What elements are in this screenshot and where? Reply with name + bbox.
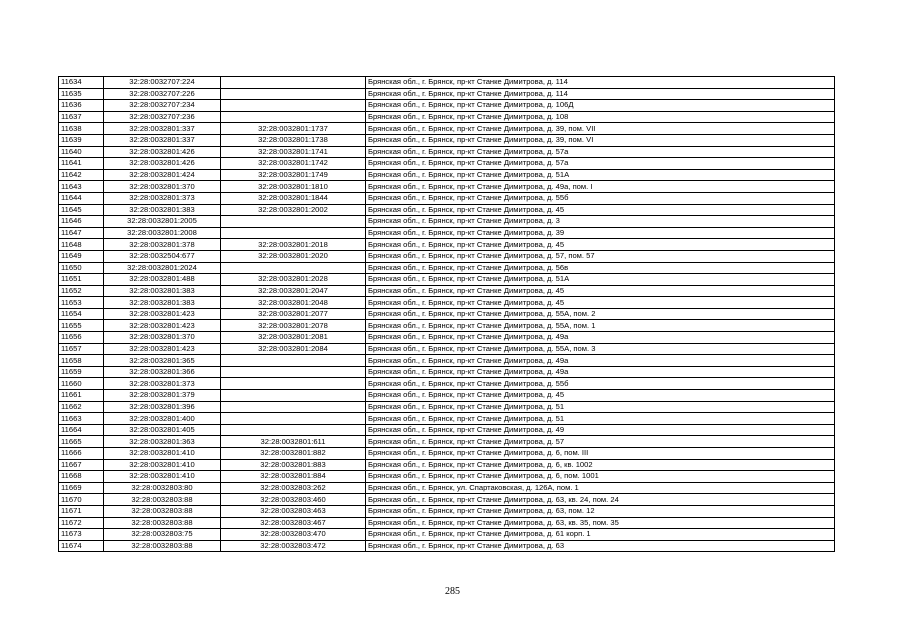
address-cell: Брянская обл., г. Брянск, пр-кт Станке Димитрова, д. 49: [366, 424, 835, 436]
land-plot-cadastral-cell: 32:28:0032801:2008: [104, 227, 221, 239]
address-cell: Брянская обл., г. Брянск, пр-кт Станке Димитрова, д. 3: [366, 216, 835, 228]
table-row: [59, 505, 835, 517]
object-cadastral-cell: 32:28:0032801:2028: [221, 274, 366, 286]
row-number-cell: 11664: [59, 424, 104, 436]
row-number-cell: 11665: [59, 436, 104, 448]
address-cell: Брянская обл., г. Брянск, пр-кт Станке Димитрова, д. 114: [366, 77, 835, 89]
object-cadastral-cell: 32:28:0032803:463: [221, 505, 366, 517]
table-row: [59, 297, 835, 309]
row-number-cell: 11653: [59, 297, 104, 309]
table-row: [59, 517, 835, 529]
address-cell: Брянская обл., г. Брянск, пр-кт Станке Димитрова, д. 55б: [366, 192, 835, 204]
address-cell: Брянская обл., г. Брянск, пр-кт Станке Димитрова, д. 45: [366, 297, 835, 309]
table-row: [59, 262, 835, 274]
address-cell: Брянская обл., г. Брянск, пр-кт Станке Димитрова, д. 51А: [366, 169, 835, 181]
table-row: [59, 343, 835, 355]
address-cell: Брянская обл., г. Брянск, пр-кт Станке Димитрова, д. 63, пом. 12: [366, 505, 835, 517]
object-cadastral-cell: 32:28:0032801:883: [221, 459, 366, 471]
row-number-cell: 11655: [59, 320, 104, 332]
object-cadastral-cell: [221, 216, 366, 228]
row-number-cell: 11652: [59, 285, 104, 297]
object-cadastral-cell: [221, 424, 366, 436]
object-cadastral-cell: 32:28:0032803:460: [221, 494, 366, 506]
row-number-cell: 11635: [59, 88, 104, 100]
address-cell: Брянская обл., г. Брянск, пр-кт Станке Димитрова, д. 45: [366, 390, 835, 402]
row-number-cell: 11658: [59, 355, 104, 367]
table-row: [59, 366, 835, 378]
row-number-cell: 11640: [59, 146, 104, 158]
land-plot-cadastral-cell: 32:28:0032801:410: [104, 471, 221, 483]
row-number-cell: 11670: [59, 494, 104, 506]
row-number-cell: 11641: [59, 158, 104, 170]
address-cell: Брянская обл., г. Брянск, пр-кт Станке Димитрова, д. 106Д: [366, 100, 835, 112]
address-cell: Брянская обл., г. Брянск, пр-кт Станке Димитрова, д. 63: [366, 540, 835, 552]
row-number-cell: 11672: [59, 517, 104, 529]
table-row: [59, 459, 835, 471]
table-row: [59, 448, 835, 460]
object-cadastral-cell: [221, 227, 366, 239]
address-cell: Брянская обл., г. Брянск, пр-кт Станке Димитрова, д. 49а, пом. I: [366, 181, 835, 193]
address-cell: Брянская обл., г. Брянск, пр-кт Станке Димитрова, д. 63, кв. 35, пом. 35: [366, 517, 835, 529]
row-number-cell: 11663: [59, 413, 104, 425]
table-row: [59, 471, 835, 483]
address-cell: Брянская обл., г. Брянск, пр-кт Станке Димитрова, д. 51А: [366, 274, 835, 286]
table-row: [59, 204, 835, 216]
table-row: [59, 320, 835, 332]
row-number-cell: 11648: [59, 239, 104, 251]
row-number-cell: 11657: [59, 343, 104, 355]
row-number-cell: 11647: [59, 227, 104, 239]
land-plot-cadastral-cell: 32:28:0032801:423: [104, 320, 221, 332]
land-plot-cadastral-cell: 32:28:0032504:677: [104, 250, 221, 262]
row-number-cell: 11639: [59, 134, 104, 146]
row-number-cell: 11671: [59, 505, 104, 517]
object-cadastral-cell: [221, 100, 366, 112]
address-cell: Брянская обл., г. Брянск, пр-кт Станке Димитрова, д. 61 корп. 1: [366, 529, 835, 541]
address-cell: Брянская обл., г. Брянск, пр-кт Станке Димитрова, д. 39, пом. VI: [366, 134, 835, 146]
table-row: [59, 274, 835, 286]
object-cadastral-cell: [221, 390, 366, 402]
object-cadastral-cell: 32:28:0032801:884: [221, 471, 366, 483]
object-cadastral-cell: [221, 366, 366, 378]
address-cell: Брянская обл., г. Брянск, пр-кт Станке Димитрова, д. 55А, пом. 1: [366, 320, 835, 332]
table-row: [59, 192, 835, 204]
table-row: [59, 239, 835, 251]
address-cell: Брянская обл., г. Брянск, пр-кт Станке Димитрова, д. 49а: [366, 355, 835, 367]
land-plot-cadastral-cell: 32:28:0032801:410: [104, 448, 221, 460]
row-number-cell: 11637: [59, 111, 104, 123]
object-cadastral-cell: 32:28:0032801:2018: [221, 239, 366, 251]
land-plot-cadastral-cell: 32:28:0032801:383: [104, 297, 221, 309]
row-number-cell: 11636: [59, 100, 104, 112]
object-cadastral-cell: 32:28:0032801:1742: [221, 158, 366, 170]
object-cadastral-cell: 32:28:0032801:2047: [221, 285, 366, 297]
land-plot-cadastral-cell: 32:28:0032801:423: [104, 343, 221, 355]
registry-table-body: [59, 77, 835, 552]
address-cell: Брянская обл., г. Брянск, пр-кт Станке Димитрова, д. 49а: [366, 332, 835, 344]
land-plot-cadastral-cell: 32:28:0032801:2024: [104, 262, 221, 274]
land-plot-cadastral-cell: 32:28:0032801:365: [104, 355, 221, 367]
table-row: [59, 308, 835, 320]
land-plot-cadastral-cell: 32:28:0032801:396: [104, 401, 221, 413]
land-plot-cadastral-cell: 32:28:0032707:236: [104, 111, 221, 123]
row-number-cell: 11666: [59, 448, 104, 460]
object-cadastral-cell: [221, 355, 366, 367]
land-plot-cadastral-cell: 32:28:0032801:373: [104, 378, 221, 390]
table-row: [59, 158, 835, 170]
row-number-cell: 11661: [59, 390, 104, 402]
object-cadastral-cell: 32:28:0032801:1810: [221, 181, 366, 193]
row-number-cell: 11649: [59, 250, 104, 262]
object-cadastral-cell: 32:28:0032801:1749: [221, 169, 366, 181]
row-number-cell: 11642: [59, 169, 104, 181]
object-cadastral-cell: 32:28:0032801:2084: [221, 343, 366, 355]
row-number-cell: 11654: [59, 308, 104, 320]
land-plot-cadastral-cell: 32:28:0032707:226: [104, 88, 221, 100]
row-number-cell: 11662: [59, 401, 104, 413]
table-row: [59, 436, 835, 448]
land-plot-cadastral-cell: 32:28:0032801:423: [104, 308, 221, 320]
object-cadastral-cell: 32:28:0032801:611: [221, 436, 366, 448]
row-number-cell: 11646: [59, 216, 104, 228]
land-plot-cadastral-cell: 32:28:0032801:426: [104, 158, 221, 170]
row-number-cell: 11638: [59, 123, 104, 135]
land-plot-cadastral-cell: 32:28:0032803:88: [104, 517, 221, 529]
land-plot-cadastral-cell: 32:28:0032801:379: [104, 390, 221, 402]
address-cell: Брянская обл., г. Брянск, пр-кт Станке Димитрова, д. 51: [366, 413, 835, 425]
land-plot-cadastral-cell: 32:28:0032801:370: [104, 332, 221, 344]
row-number-cell: 11659: [59, 366, 104, 378]
land-plot-cadastral-cell: 32:28:0032803:80: [104, 482, 221, 494]
table-row: [59, 540, 835, 552]
row-number-cell: 11656: [59, 332, 104, 344]
object-cadastral-cell: 32:28:0032801:2002: [221, 204, 366, 216]
object-cadastral-cell: 32:28:0032803:467: [221, 517, 366, 529]
land-plot-cadastral-cell: 32:28:0032803:88: [104, 494, 221, 506]
row-number-cell: 11651: [59, 274, 104, 286]
address-cell: Брянская обл., г. Брянск, пр-кт Станке Димитрова, д. 108: [366, 111, 835, 123]
address-cell: Брянская обл., г. Брянск, пр-кт Станке Димитрова, д. 57а: [366, 158, 835, 170]
land-plot-cadastral-cell: 32:28:0032801:2005: [104, 216, 221, 228]
address-cell: Брянская обл., г. Брянск, пр-кт Станке Димитрова, д. 55б: [366, 378, 835, 390]
table-row: [59, 77, 835, 89]
address-cell: Брянская обл., г. Брянск, пр-кт Станке Димитрова, д. 6, пом. 1001: [366, 471, 835, 483]
address-cell: Брянская обл., г. Брянск, пр-кт Станке Димитрова, д. 39: [366, 227, 835, 239]
land-plot-cadastral-cell: 32:28:0032803:75: [104, 529, 221, 541]
land-plot-cadastral-cell: 32:28:0032801:373: [104, 192, 221, 204]
table-row: [59, 227, 835, 239]
row-number-cell: 11668: [59, 471, 104, 483]
object-cadastral-cell: 32:28:0032801:1844: [221, 192, 366, 204]
row-number-cell: 11669: [59, 482, 104, 494]
address-cell: Брянская обл., г. Брянск, пр-кт Станке Димитрова, д. 57: [366, 436, 835, 448]
object-cadastral-cell: [221, 401, 366, 413]
land-plot-cadastral-cell: 32:28:0032801:383: [104, 204, 221, 216]
object-cadastral-cell: 32:28:0032803:262: [221, 482, 366, 494]
page-number: 285: [445, 586, 460, 597]
address-cell: Брянская обл., г. Брянск, пр-кт Станке Димитрова, д. 57а: [366, 146, 835, 158]
row-number-cell: 11634: [59, 77, 104, 89]
table-row: [59, 332, 835, 344]
object-cadastral-cell: 32:28:0032801:2077: [221, 308, 366, 320]
land-plot-cadastral-cell: 32:28:0032707:234: [104, 100, 221, 112]
land-plot-cadastral-cell: 32:28:0032803:88: [104, 505, 221, 517]
row-number-cell: 11645: [59, 204, 104, 216]
table-row: [59, 100, 835, 112]
row-number-cell: 11660: [59, 378, 104, 390]
object-cadastral-cell: 32:28:0032803:472: [221, 540, 366, 552]
land-plot-cadastral-cell: 32:28:0032801:405: [104, 424, 221, 436]
land-plot-cadastral-cell: 32:28:0032801:337: [104, 134, 221, 146]
object-cadastral-cell: 32:28:0032801:2078: [221, 320, 366, 332]
object-cadastral-cell: 32:28:0032801:1738: [221, 134, 366, 146]
table-row: [59, 424, 835, 436]
address-cell: Брянская обл., г. Брянск, пр-кт Станке Димитрова, д. 56в: [366, 262, 835, 274]
table-row: [59, 285, 835, 297]
land-plot-cadastral-cell: 32:28:0032801:383: [104, 285, 221, 297]
object-cadastral-cell: 32:28:0032801:1737: [221, 123, 366, 135]
address-cell: Брянская обл., г. Брянск, пр-кт Станке Димитрова, д. 39, пом. VII: [366, 123, 835, 135]
address-cell: Брянская обл., г. Брянск, ул. Спартаковская, д. 126А, пом. 1: [366, 482, 835, 494]
row-number-cell: 11643: [59, 181, 104, 193]
land-plot-cadastral-cell: 32:28:0032801:488: [104, 274, 221, 286]
table-row: [59, 378, 835, 390]
object-cadastral-cell: [221, 111, 366, 123]
address-cell: Брянская обл., г. Брянск, пр-кт Станке Димитрова, д. 6, кв. 1002: [366, 459, 835, 471]
address-cell: Брянская обл., г. Брянск, пр-кт Станке Димитрова, д. 51: [366, 401, 835, 413]
address-cell: Брянская обл., г. Брянск, пр-кт Станке Димитрова, д. 57, пом. 57: [366, 250, 835, 262]
land-plot-cadastral-cell: 32:28:0032803:88: [104, 540, 221, 552]
table-row: [59, 355, 835, 367]
row-number-cell: 11644: [59, 192, 104, 204]
address-cell: Брянская обл., г. Брянск, пр-кт Станке Димитрова, д. 49а: [366, 366, 835, 378]
address-cell: Брянская обл., г. Брянск, пр-кт Станке Димитрова, д. 55А, пом. 2: [366, 308, 835, 320]
table-row: [59, 169, 835, 181]
land-plot-cadastral-cell: 32:28:0032707:224: [104, 77, 221, 89]
address-cell: Брянская обл., г. Брянск, пр-кт Станке Димитрова, д. 45: [366, 239, 835, 251]
land-plot-cadastral-cell: 32:28:0032801:410: [104, 459, 221, 471]
table-row: [59, 88, 835, 100]
land-plot-cadastral-cell: 32:28:0032801:366: [104, 366, 221, 378]
address-cell: Брянская обл., г. Брянск, пр-кт Станке Димитрова, д. 45: [366, 285, 835, 297]
object-cadastral-cell: 32:28:0032803:470: [221, 529, 366, 541]
table-row: [59, 146, 835, 158]
table-row: [59, 216, 835, 228]
table-row: [59, 529, 835, 541]
land-plot-cadastral-cell: 32:28:0032801:400: [104, 413, 221, 425]
address-cell: Брянская обл., г. Брянск, пр-кт Станке Димитрова, д. 45: [366, 204, 835, 216]
object-cadastral-cell: [221, 413, 366, 425]
land-plot-cadastral-cell: 32:28:0032801:370: [104, 181, 221, 193]
row-number-cell: 11673: [59, 529, 104, 541]
land-plot-cadastral-cell: 32:28:0032801:337: [104, 123, 221, 135]
object-cadastral-cell: 32:28:0032801:2048: [221, 297, 366, 309]
address-cell: Брянская обл., г. Брянск, пр-кт Станке Димитрова, д. 6, пом. III: [366, 448, 835, 460]
object-cadastral-cell: 32:28:0032801:882: [221, 448, 366, 460]
table-row: [59, 401, 835, 413]
object-cadastral-cell: [221, 262, 366, 274]
land-plot-cadastral-cell: 32:28:0032801:424: [104, 169, 221, 181]
row-number-cell: 11650: [59, 262, 104, 274]
table-row: [59, 413, 835, 425]
table-row: [59, 111, 835, 123]
table-row: [59, 390, 835, 402]
row-number-cell: 11674: [59, 540, 104, 552]
row-number-cell: 11667: [59, 459, 104, 471]
address-cell: Брянская обл., г. Брянск, пр-кт Станке Димитрова, д. 63, кв. 24, пом. 24: [366, 494, 835, 506]
table-row: [59, 250, 835, 262]
registry-table: [58, 76, 835, 552]
object-cadastral-cell: [221, 77, 366, 89]
land-plot-cadastral-cell: 32:28:0032801:426: [104, 146, 221, 158]
address-cell: Брянская обл., г. Брянск, пр-кт Станке Димитрова, д. 114: [366, 88, 835, 100]
object-cadastral-cell: 32:28:0032801:2020: [221, 250, 366, 262]
address-cell: Брянская обл., г. Брянск, пр-кт Станке Димитрова, д. 55А, пом. 3: [366, 343, 835, 355]
table-row: [59, 494, 835, 506]
table-row: [59, 482, 835, 494]
object-cadastral-cell: 32:28:0032801:2081: [221, 332, 366, 344]
table-row: [59, 134, 835, 146]
table-row: [59, 181, 835, 193]
land-plot-cadastral-cell: 32:28:0032801:363: [104, 436, 221, 448]
land-plot-cadastral-cell: 32:28:0032801:378: [104, 239, 221, 251]
object-cadastral-cell: 32:28:0032801:1741: [221, 146, 366, 158]
object-cadastral-cell: [221, 88, 366, 100]
table-row: [59, 123, 835, 135]
object-cadastral-cell: [221, 378, 366, 390]
